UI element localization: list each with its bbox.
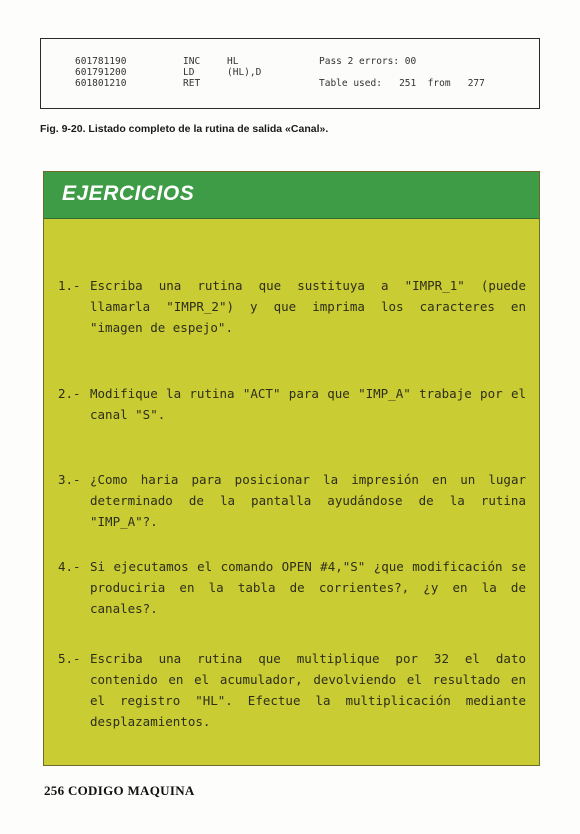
exercise-number: 5.- xyxy=(58,651,81,666)
listing-opcode: INC xyxy=(183,56,201,67)
exercise-number: 2.- xyxy=(58,386,81,401)
exercise-number: 3.- xyxy=(58,472,81,487)
exercise-text: Escriba una rutina que sustituya a "IMPR_1" (puede llamarla "IMPR_2") y que imprima los caracteres en "imagen de espejo". xyxy=(90,278,526,335)
listing-opcode: LD xyxy=(183,67,195,78)
panel-title: EJERCICIOS xyxy=(62,182,195,205)
exercise-number: 1.- xyxy=(58,278,81,293)
code-listing xyxy=(40,38,540,109)
listing-opcode: RET xyxy=(183,78,201,89)
panel-header xyxy=(44,172,539,219)
page-footer: 256 CODIGO MAQUINA xyxy=(44,783,195,798)
exercises-panel xyxy=(43,171,540,766)
listing-address: 601791200 xyxy=(75,67,127,78)
exercise-text: Escriba una rutina que multiplique por 32 el dato contenido en el acumulador, devolviendo el resultado en el registro "HL". Efectue la multiplicación mediante desplazamientos. xyxy=(90,651,526,729)
exercise-number: 4.- xyxy=(58,559,81,574)
assembler-info: Table used: 251 from 277 xyxy=(319,78,485,89)
listing-operand: (HL),D xyxy=(227,67,262,78)
listing-address: 601801210 xyxy=(75,78,127,89)
exercise-text: Modifique la rutina "ACT" para que "IMP_A" trabaje por el canal "S". xyxy=(90,386,526,422)
listing-operand: HL xyxy=(227,56,239,67)
exercise-text: Si ejecutamos el comando OPEN #4,"S" ¿que modificación se produciria en la tabla de corrientes?, ¿y en la de canales?. xyxy=(90,559,526,616)
listing-address: 601781190 xyxy=(75,56,127,67)
listing-row xyxy=(41,78,539,90)
figure-caption: Fig. 9-20. Listado completo de la rutina de salida «Canal». xyxy=(40,123,329,135)
assembler-info: Pass 2 errors: 00 xyxy=(319,56,417,67)
exercise-text: ¿Como haria para posicionar la impresión en un lugar determinado de la pantalla ayudándose de la rutina "IMP_A"?. xyxy=(90,472,526,529)
